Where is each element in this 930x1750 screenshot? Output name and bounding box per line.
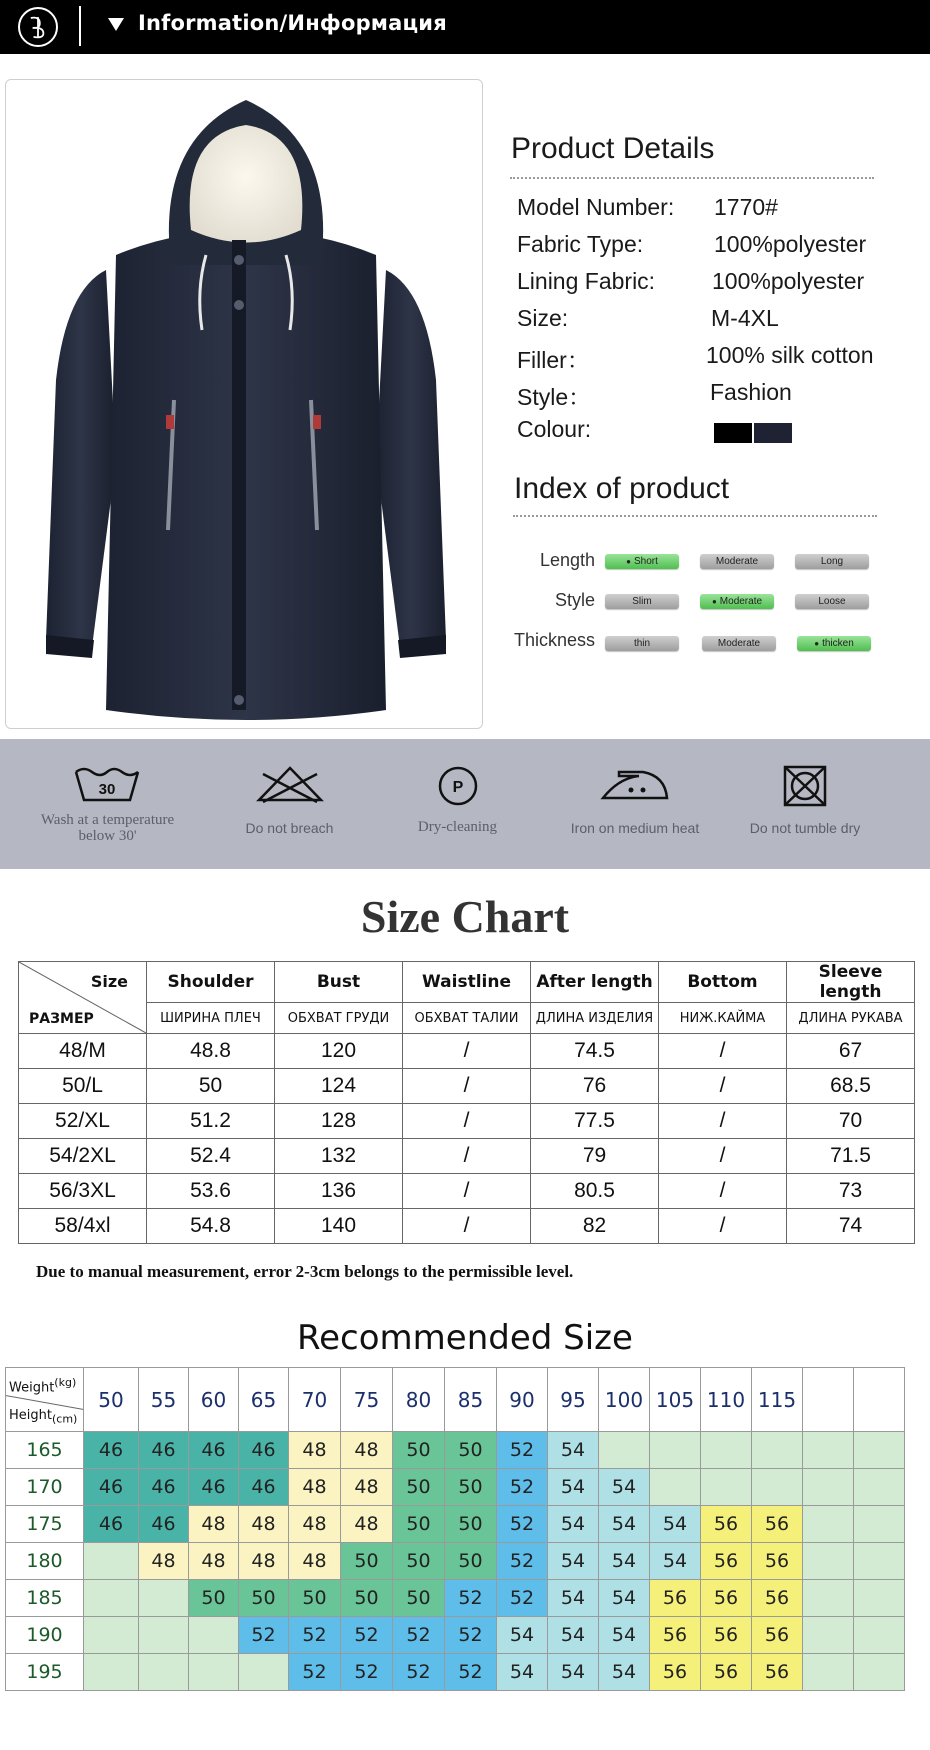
care-label-bleach: Do not breach	[245, 820, 334, 836]
recommended-size-cell	[84, 1617, 139, 1654]
recommended-size-cell: 54	[599, 1580, 650, 1617]
recommended-size-cell	[803, 1506, 854, 1543]
recommended-size-cell: 50	[393, 1580, 445, 1617]
spec-label-size: Size:	[517, 305, 569, 331]
recommended-size-cell: 56	[650, 1580, 701, 1617]
recommended-size-cell: 52	[497, 1506, 548, 1543]
recommended-size-cell: 54	[497, 1617, 548, 1654]
spec-label-lining: Lining Fabric:	[517, 268, 656, 294]
weight-header-cell: 100	[599, 1368, 650, 1432]
size-chart-cell: 68.5	[787, 1069, 915, 1104]
size-chart-cell: 140	[275, 1209, 403, 1244]
size-chart-cell: 71.5	[787, 1139, 915, 1174]
spec-label-fabric: Fabric Type:	[517, 231, 644, 257]
recommended-rows	[6, 1432, 905, 1691]
recommended-size-cell	[650, 1469, 701, 1506]
weight-header-cell	[803, 1368, 854, 1432]
size-chart-cell: 136	[275, 1174, 403, 1209]
recommended-size-cell: 54	[599, 1469, 650, 1506]
care-label-wash: Wash at a temperature below 30'	[40, 812, 175, 844]
col-header-shoulder: Shoulder	[147, 962, 275, 1003]
recommended-size-cell	[599, 1432, 650, 1469]
size-chart-cell: 50/L	[19, 1069, 147, 1104]
size-chart-row	[19, 1139, 915, 1174]
recommended-size-cell	[854, 1580, 905, 1617]
care-item-dryclean	[390, 739, 525, 869]
recommended-size-cell	[854, 1506, 905, 1543]
recommended-size-cell	[803, 1543, 854, 1580]
weight-header-cell: 80	[393, 1368, 445, 1432]
recommended-size-cell: 56	[701, 1580, 752, 1617]
recommended-size-cell	[854, 1432, 905, 1469]
header-bar	[0, 0, 930, 54]
size-chart-cell: 70	[787, 1104, 915, 1139]
size-chart-cell: 50	[147, 1069, 275, 1104]
recommended-size-cell: 46	[139, 1432, 189, 1469]
size-chart-rows	[19, 1034, 915, 1244]
size-chart-cell: 48/M	[19, 1034, 147, 1069]
product-details-title: Product Details	[511, 132, 715, 165]
recommended-size-cell: 54	[548, 1617, 599, 1654]
pill-thickness-thicken: ● thicken	[797, 636, 871, 651]
recommended-size-cell: 52	[497, 1543, 548, 1580]
recommended-size-cell: 54	[548, 1580, 599, 1617]
measurement-note: Due to manual measurement, error 2-3cm belongs to the permissible level.	[36, 1262, 574, 1281]
index-label-length: Length	[539, 550, 595, 570]
recommended-size-cell: 48	[189, 1543, 239, 1580]
pill-style-slim: Slim	[605, 594, 679, 609]
size-chart-cell: 74.5	[531, 1034, 659, 1069]
recommended-size-cell: 48	[341, 1469, 393, 1506]
recommended-size-cell: 46	[139, 1506, 189, 1543]
brand-logo	[18, 7, 58, 47]
recommended-size-cell	[803, 1469, 854, 1506]
weight-header-cell: 60	[189, 1368, 239, 1432]
col-header-ru-sleeve: ДЛИНА РУКАВА	[787, 1003, 915, 1034]
size-chart-row	[19, 1209, 915, 1244]
spec-value-filler: 100% silk cotton	[706, 342, 874, 368]
recommended-size-cell: 50	[393, 1432, 445, 1469]
recommended-size-cell: 54	[599, 1654, 650, 1691]
height-header-cell: 185	[6, 1580, 84, 1617]
recommended-size-cell: 46	[189, 1469, 239, 1506]
recommended-size-cell: 52	[289, 1617, 341, 1654]
weight-header-cell: 50	[84, 1368, 139, 1432]
size-chart-cell: 54.8	[147, 1209, 275, 1244]
recommended-size-cell: 56	[650, 1654, 701, 1691]
recommended-size-cell: 50	[341, 1580, 393, 1617]
size-chart-cell: /	[659, 1034, 787, 1069]
spec-label-filler: Filler：	[517, 347, 590, 373]
recommended-size-cell: 54	[497, 1654, 548, 1691]
size-chart-cell: /	[659, 1069, 787, 1104]
recommended-size-cell: 52	[445, 1580, 497, 1617]
weight-header-cell: 115	[752, 1368, 803, 1432]
recommended-size-cell	[854, 1617, 905, 1654]
do-not-tumble-dry-icon	[781, 764, 829, 808]
size-chart-cell: 76	[531, 1069, 659, 1104]
recommended-size-cell: 48	[289, 1469, 341, 1506]
size-chart-cell: 51.2	[147, 1104, 275, 1139]
weight-header-cell: 85	[445, 1368, 497, 1432]
recommended-size-cell	[139, 1617, 189, 1654]
recommended-size-cell: 50	[393, 1543, 445, 1580]
recommended-size-cell	[139, 1654, 189, 1691]
index-label-thickness: Thickness	[513, 630, 595, 650]
size-chart-cell: 120	[275, 1034, 403, 1069]
pill-length-long: Long	[795, 554, 869, 569]
recommended-size-cell: 48	[289, 1506, 341, 1543]
recommended-row	[6, 1543, 905, 1580]
recommended-size-cell: 52	[341, 1617, 393, 1654]
weight-header-cell: 105	[650, 1368, 701, 1432]
col-header-after-length: After length	[531, 962, 659, 1003]
recommended-size-cell: 50	[445, 1506, 497, 1543]
size-chart-cell: 56/3XL	[19, 1174, 147, 1209]
recommended-size-cell: 50	[189, 1580, 239, 1617]
size-chart-cell: /	[403, 1209, 531, 1244]
care-label-dryclean: Dry-cleaning	[417, 819, 498, 835]
recommended-size-cell	[854, 1543, 905, 1580]
height-header-cell: 165	[6, 1432, 84, 1469]
recommended-size-cell: 54	[548, 1432, 599, 1469]
recommended-size-cell: 56	[701, 1506, 752, 1543]
recommended-size-cell: 46	[189, 1432, 239, 1469]
recommended-size-cell: 54	[548, 1654, 599, 1691]
recommended-size-cell	[139, 1580, 189, 1617]
recommended-size-cell	[701, 1432, 752, 1469]
recommended-size-cell: 56	[752, 1543, 803, 1580]
recommended-row	[6, 1654, 905, 1691]
recommended-size-cell: 46	[84, 1469, 139, 1506]
col-header-ru-length: ДЛИНА ИЗДЕЛИЯ	[531, 1003, 659, 1034]
recommended-size-cell: 48	[139, 1543, 189, 1580]
size-chart-row	[19, 1104, 915, 1139]
size-chart-cell: 82	[531, 1209, 659, 1244]
recommended-size-cell: 46	[139, 1469, 189, 1506]
recommended-size-cell: 52	[497, 1580, 548, 1617]
size-chart-cell: /	[659, 1104, 787, 1139]
iron-medium-icon	[599, 764, 671, 804]
size-chart-cell: 124	[275, 1069, 403, 1104]
size-chart-title: Size Chart	[360, 891, 570, 942]
spec-value-lining: 100%polyester	[712, 268, 865, 294]
recommended-size-cell: 48	[239, 1506, 289, 1543]
size-chart-cell: /	[403, 1174, 531, 1209]
recommended-size-cell: 54	[599, 1543, 650, 1580]
recommended-size-cell	[84, 1654, 139, 1691]
recommended-size-cell: 52	[341, 1654, 393, 1691]
size-chart-cell: /	[659, 1209, 787, 1244]
size-chart-cell: 73	[787, 1174, 915, 1209]
recommended-size-cell: 48	[239, 1543, 289, 1580]
recommended-size-cell: 46	[239, 1432, 289, 1469]
height-header-cell: 195	[6, 1654, 84, 1691]
wash-30-icon	[72, 764, 142, 804]
recommended-size-cell: 56	[701, 1617, 752, 1654]
recommended-row	[6, 1506, 905, 1543]
colour-swatch-black	[714, 423, 752, 443]
size-chart-cell: 52.4	[147, 1139, 275, 1174]
jacket-illustration	[6, 80, 483, 729]
size-chart-cell: 80.5	[531, 1174, 659, 1209]
weight-header-cell: 95	[548, 1368, 599, 1432]
recommended-size-cell: 52	[497, 1432, 548, 1469]
col-header-sleeve: Sleeve length	[787, 962, 915, 1003]
height-header-cell: 170	[6, 1469, 84, 1506]
index-label-style: Style	[554, 590, 595, 610]
index-divider	[513, 515, 877, 517]
care-item-bleach	[222, 739, 357, 869]
recommended-size-table	[5, 1367, 905, 1691]
size-chart-cell: 79	[531, 1139, 659, 1174]
size-chart-cell: 132	[275, 1139, 403, 1174]
size-chart-row	[19, 1034, 915, 1069]
recommended-size-cell: 46	[239, 1469, 289, 1506]
svg-text:30: 30	[98, 781, 116, 798]
size-chart-cell: 74	[787, 1209, 915, 1244]
recommended-size-cell	[189, 1654, 239, 1691]
size-chart-cell: /	[403, 1104, 531, 1139]
care-label-iron: Iron on medium heat	[570, 820, 700, 836]
pill-style-loose: Loose	[795, 594, 869, 609]
recommended-size-cell: 52	[393, 1654, 445, 1691]
index-title: Index of product	[514, 472, 730, 505]
corner-size-label: Size	[90, 972, 128, 991]
recommended-size-cell: 50	[445, 1543, 497, 1580]
header-divider	[79, 6, 81, 46]
recommended-size-cell: 52	[497, 1469, 548, 1506]
recommended-size-cell: 52	[445, 1654, 497, 1691]
size-chart-cell: 67	[787, 1034, 915, 1069]
weight-header-cell: 110	[701, 1368, 752, 1432]
recommended-size-cell: 56	[752, 1506, 803, 1543]
size-chart-cell: /	[659, 1139, 787, 1174]
size-chart-cell: 52/XL	[19, 1104, 147, 1139]
recommended-size-cell: 48	[289, 1432, 341, 1469]
recommended-corner	[6, 1368, 84, 1432]
recommended-size-cell: 56	[701, 1654, 752, 1691]
size-chart-cell: 48.8	[147, 1034, 275, 1069]
size-chart-row	[19, 1069, 915, 1104]
recommended-size-cell: 50	[289, 1580, 341, 1617]
size-chart-cell: 53.6	[147, 1174, 275, 1209]
spec-label-model: Model Number:	[517, 194, 675, 220]
recommended-size-title: Recommended Size	[297, 1318, 633, 1358]
col-header-ru-shoulder: ШИРИНА ПЛЕЧ	[147, 1003, 275, 1034]
do-not-bleach-icon	[255, 764, 325, 804]
recommended-size-cell	[752, 1432, 803, 1469]
weight-axis-label: Weight$^{(kg)}$	[9, 1376, 77, 1396]
recommended-size-cell: 46	[84, 1506, 139, 1543]
height-axis-label: Height$_{(cm)}$	[9, 1408, 78, 1426]
recommended-size-cell: 52	[289, 1654, 341, 1691]
recommended-size-cell: 46	[84, 1432, 139, 1469]
size-chart-cell: 128	[275, 1104, 403, 1139]
size-chart-table	[18, 961, 915, 1244]
recommended-size-cell	[189, 1617, 239, 1654]
pill-style-moderate: ● Moderate	[700, 594, 774, 609]
recommended-size-cell	[803, 1580, 854, 1617]
recommended-size-cell	[650, 1432, 701, 1469]
recommended-size-cell: 56	[752, 1617, 803, 1654]
caret-down-icon	[108, 18, 124, 31]
size-chart-cell: 58/4xl	[19, 1209, 147, 1244]
header-title: Information/Информация	[138, 11, 447, 35]
care-item-iron	[560, 739, 710, 869]
corner-ru-label: РАЗМЕР	[29, 1011, 94, 1027]
recommended-size-cell: 56	[752, 1654, 803, 1691]
weight-header-cell: 75	[341, 1368, 393, 1432]
recommended-size-cell: 54	[599, 1617, 650, 1654]
size-chart-cell: /	[403, 1069, 531, 1104]
recommended-size-cell: 52	[445, 1617, 497, 1654]
recommended-size-cell: 50	[393, 1469, 445, 1506]
col-header-waistline: Waistline	[403, 962, 531, 1003]
recommended-size-cell	[803, 1617, 854, 1654]
recommended-size-cell: 50	[445, 1432, 497, 1469]
weight-header-cell: 55	[139, 1368, 189, 1432]
col-header-ru-waist: ОБХВАТ ТАЛИИ	[403, 1003, 531, 1034]
recommended-size-cell: 50	[239, 1580, 289, 1617]
recommended-size-cell: 52	[393, 1617, 445, 1654]
recommended-size-cell	[752, 1469, 803, 1506]
spec-value-size: M-4XL	[711, 305, 779, 331]
recommended-size-cell	[239, 1654, 289, 1691]
recommended-size-cell	[854, 1469, 905, 1506]
recommended-size-cell: 54	[548, 1469, 599, 1506]
size-chart-cell: /	[659, 1174, 787, 1209]
pill-thickness-thin: thin	[605, 636, 679, 651]
recommended-size-cell	[854, 1654, 905, 1691]
recommended-size-cell: 48	[341, 1432, 393, 1469]
recommended-size-cell: 48	[289, 1543, 341, 1580]
recommended-size-cell: 50	[393, 1506, 445, 1543]
height-header-cell: 175	[6, 1506, 84, 1543]
recommended-size-cell: 48	[189, 1506, 239, 1543]
recommended-row	[6, 1580, 905, 1617]
pill-thickness-moderate: Moderate	[702, 636, 776, 651]
size-chart-cell: 54/2XL	[19, 1139, 147, 1174]
dry-clean-icon	[436, 764, 480, 808]
recommended-size-cell	[701, 1469, 752, 1506]
weight-header-cell: 65	[239, 1368, 289, 1432]
weight-header-cell	[854, 1368, 905, 1432]
weight-header-cell: 70	[289, 1368, 341, 1432]
spec-value-model: 1770#	[714, 194, 778, 220]
size-chart-row	[19, 1174, 915, 1209]
recommended-size-cell: 54	[548, 1543, 599, 1580]
recommended-size-cell: 50	[341, 1543, 393, 1580]
recommended-size-cell: 56	[650, 1617, 701, 1654]
spec-label-colour: Colour:	[517, 416, 592, 442]
spec-value-style: Fashion	[710, 379, 792, 405]
recommended-size-cell	[84, 1580, 139, 1617]
recommended-size-cell: 54	[650, 1506, 701, 1543]
col-header-ru-bust: ОБХВАТ ГРУДИ	[275, 1003, 403, 1034]
height-header-cell: 180	[6, 1543, 84, 1580]
recommended-size-cell: 56	[752, 1580, 803, 1617]
recommended-size-cell: 54	[650, 1543, 701, 1580]
recommended-size-cell	[84, 1543, 139, 1580]
weight-header-cell: 90	[497, 1368, 548, 1432]
pill-length-short: ● Short	[605, 554, 679, 569]
recommended-row	[6, 1469, 905, 1506]
col-header-bottom: Bottom	[659, 962, 787, 1003]
recommended-size-cell: 54	[599, 1506, 650, 1543]
care-label-tumble: Do not tumble dry	[749, 820, 861, 836]
care-item-wash	[30, 739, 185, 869]
col-header-bust: Bust	[275, 962, 403, 1003]
care-item-tumble	[735, 739, 875, 869]
spec-value-fabric: 100%polyester	[714, 231, 867, 257]
recommended-size-cell	[803, 1654, 854, 1691]
size-chart-cell: /	[403, 1139, 531, 1174]
height-header-cell: 190	[6, 1617, 84, 1654]
recommended-size-cell: 52	[239, 1617, 289, 1654]
svg-text:P: P	[452, 779, 464, 796]
recommended-size-cell: 56	[701, 1543, 752, 1580]
recommended-size-cell: 54	[548, 1506, 599, 1543]
recommended-size-cell	[803, 1432, 854, 1469]
size-chart-cell: /	[403, 1034, 531, 1069]
product-photo	[5, 79, 483, 729]
details-divider	[510, 177, 874, 179]
colour-swatch-navy	[754, 423, 792, 443]
recommended-size-cell: 48	[341, 1506, 393, 1543]
recommended-row	[6, 1432, 905, 1469]
size-chart-corner	[19, 962, 147, 1034]
recommended-size-cell: 50	[445, 1469, 497, 1506]
recommended-row	[6, 1617, 905, 1654]
size-chart-cell: 77.5	[531, 1104, 659, 1139]
spec-label-style: Style：	[517, 384, 592, 410]
pill-length-moderate: Moderate	[700, 554, 774, 569]
col-header-ru-bottom: НИЖ.КАЙМА	[659, 1003, 787, 1034]
care-instructions	[0, 739, 930, 869]
